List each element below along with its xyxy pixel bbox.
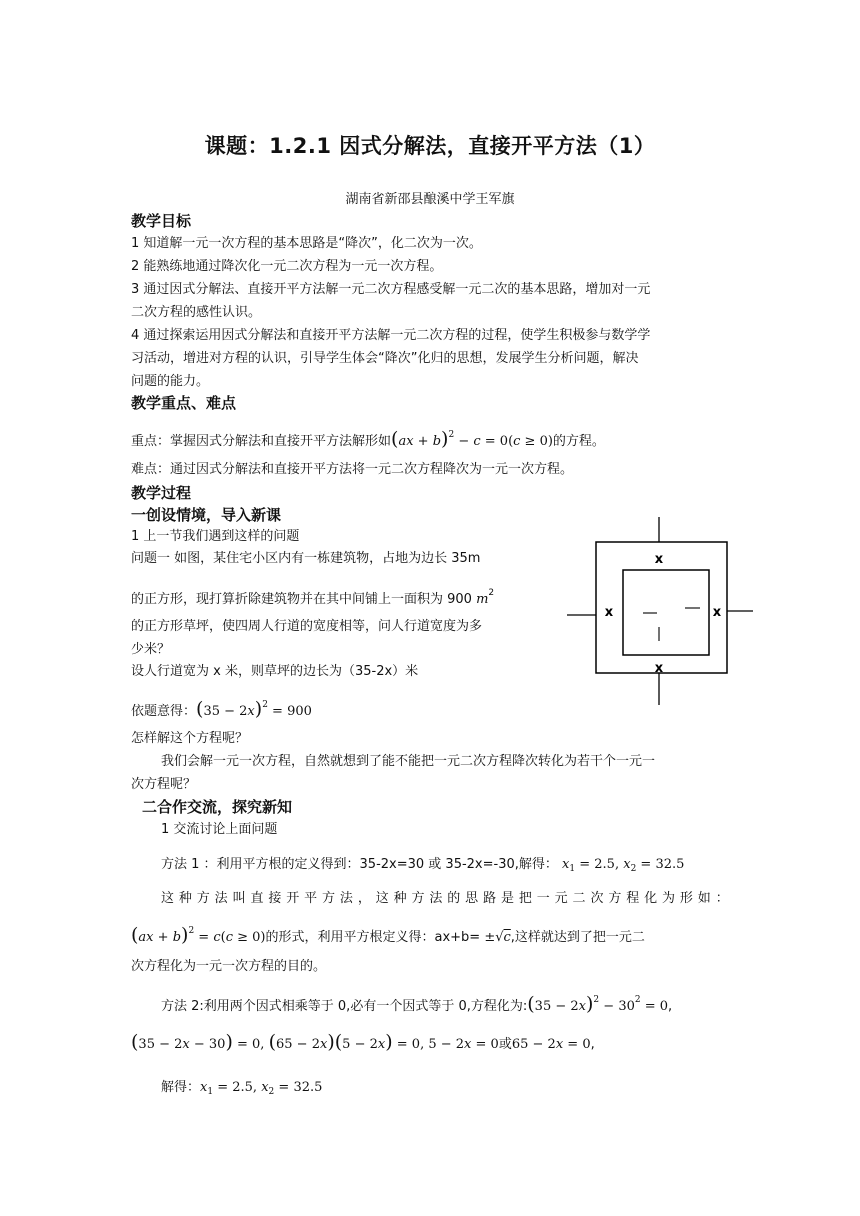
or-word: 或 xyxy=(498,1037,512,1052)
focus-equation: (ax + b)$^2$ − c = 0(c ≥ 0) xyxy=(391,428,553,450)
inner-square xyxy=(623,570,709,655)
goals-heading: 教学目标 xyxy=(131,212,192,230)
method-2-line: 方法 2:利用两个因式相乘等于 0,必有一个因式等于 0,方程化为:(35 − $2x)^2 - 30^2 = 0$, xyxy=(161,993,673,1015)
sidewalk-diagram xyxy=(565,515,755,715)
section-2-heading: 二合作交流，探究新知 xyxy=(142,798,293,816)
s1-line-9: 我们会解一元一次方程，自然就想到了能不能把一元二次方程降次转化为若干个一元一 xyxy=(161,754,656,769)
method-1-cont-b xyxy=(131,920,645,949)
goal-4a: 4 通过探索运用因式分解法和直接开平方法解一元二次方程的过程，使学生积极参与数学学 xyxy=(131,328,651,343)
difficulty-line: 难点：通过因式分解法和直接开平方法将一元二次方程降次为一元一次方程。 xyxy=(131,462,574,477)
label-left: x xyxy=(604,605,614,620)
s1-line-5: 少米？ xyxy=(131,642,171,657)
s1-line-6: 设人行道宽为 x 米，则草坪的边长为（35-2x）米 xyxy=(131,664,419,679)
focus-line xyxy=(131,424,605,453)
keypoints-heading: 教学重点、难点 xyxy=(131,394,237,412)
process-heading: 教学过程 xyxy=(131,484,192,502)
unit-m: m xyxy=(476,592,489,607)
s1-line-2: 问题一 如图，某住宅小区内有一栋建筑物，占地为边长 35m xyxy=(131,551,481,566)
s1-line-7 xyxy=(131,694,312,723)
goal-2: 2 能熟练地通过降次化一元二次方程为一元一次方程。 xyxy=(131,259,443,274)
section-1-heading: 一创设情境，导入新课 xyxy=(131,506,282,524)
method-1-result: $x_1 = 2.5$, $x_2 = 32.5$ xyxy=(562,857,685,874)
method-2-equation: $(35 - 2x)^2 - 30^2 = 0$ xyxy=(527,993,669,1015)
factor-line: (35 − 2x − 30) = 0, (65 − 2x)(5 − 2x) = 0, 5 − 2x = 0或65 − 2x = 0, xyxy=(131,1031,595,1053)
factor-equation: (35 − 2x − 30) = 0, (65 − 2x)(5 − 2x) = 0, 5 − 2x = 0 xyxy=(131,1031,499,1053)
form-equation: (ax + b)$^2$ = c(c ≥ 0) xyxy=(131,924,266,946)
s1-line-4: 的正方形草坪，使四周人行道的宽度相等，问人行道宽度为多 xyxy=(131,619,483,634)
main-equation: $(35 - 2x)^2 = 900$ xyxy=(196,698,312,720)
focus-prefix: 重点：掌握因式分解法和直接开平方法解形如 xyxy=(131,434,392,449)
s2-line-1: 1 交流讨论上面问题 xyxy=(161,822,278,837)
method-1-cont-a: 这种方法叫直接开平方法，这种方法的思路是把一元二次方程化为形如： xyxy=(161,891,731,906)
method-1-text: 方法 1 ：利用平方根的定义得到：35-2x=30 或 35-2x=-30,解得： xyxy=(161,857,558,872)
method-1-line xyxy=(161,853,684,881)
s1-line-1: 1 上一节我们遇到这样的问题 xyxy=(131,529,300,544)
s1-line-3: 的正方形，现打算折除建筑物并在其中间铺上一面积为 900 $m^2$ xyxy=(131,588,495,607)
goal-3a: 3 通过因式分解法、直接开平方法解一元二次方程感受解一元二次的基本思路，增加对一元 xyxy=(131,282,651,297)
goal-1: 1 知道解一元一次方程的基本思路是“降次”，化二次为一次。 xyxy=(131,236,482,251)
method-2-text: 方法 2:利用两个因式相乘等于 0,必有一个因式等于 0,方程化为: xyxy=(161,999,528,1014)
solution-line xyxy=(161,1076,322,1104)
focus-suffix: 的方程。 xyxy=(552,434,605,449)
label-top: x xyxy=(654,552,664,567)
label-bottom: x xyxy=(654,661,664,676)
method-1-cont-b-text: 的形式，利用平方根定义得：ax+b= xyxy=(265,930,481,945)
solution-text: 解得： xyxy=(161,1080,201,1095)
goal-4b: 习活动，增进对方程的认识，引导学生体会“降次”化归的思想，发展学生分析问题，解决 xyxy=(131,351,639,366)
page-title: 课题：1.2.1 因式分解法，直接开平方法（1） xyxy=(204,134,656,158)
method-1-cont-c: 次方程化为一元一次方程的目的。 xyxy=(131,959,327,974)
goal-4c: 问题的能力。 xyxy=(131,374,210,389)
factor-equation-2: 65 − 2x = 0 xyxy=(511,1037,591,1052)
s1-line-3-text: 的正方形，现打算折除建筑物并在其中间铺上一面积为 900 xyxy=(131,592,472,607)
s1-line-7-text: 依题意得： xyxy=(131,704,197,719)
goal-3b: 二次方程的感性认识。 xyxy=(131,305,262,320)
s1-line-8: 怎样解这个方程呢？ xyxy=(131,731,249,746)
solution-result: $x_1 = 2.5$, $x_2 = 32.5$ xyxy=(200,1080,323,1097)
label-right: x xyxy=(712,605,722,620)
s1-line-10: 次方程呢？ xyxy=(131,777,197,792)
method-1-cont-b-end: ,这样就达到了把一元二 xyxy=(510,930,645,945)
author-line: 湖南省新邵县酿溪中学王军旗 xyxy=(345,192,515,207)
plus-minus-sqrt: ±√c xyxy=(484,930,511,945)
